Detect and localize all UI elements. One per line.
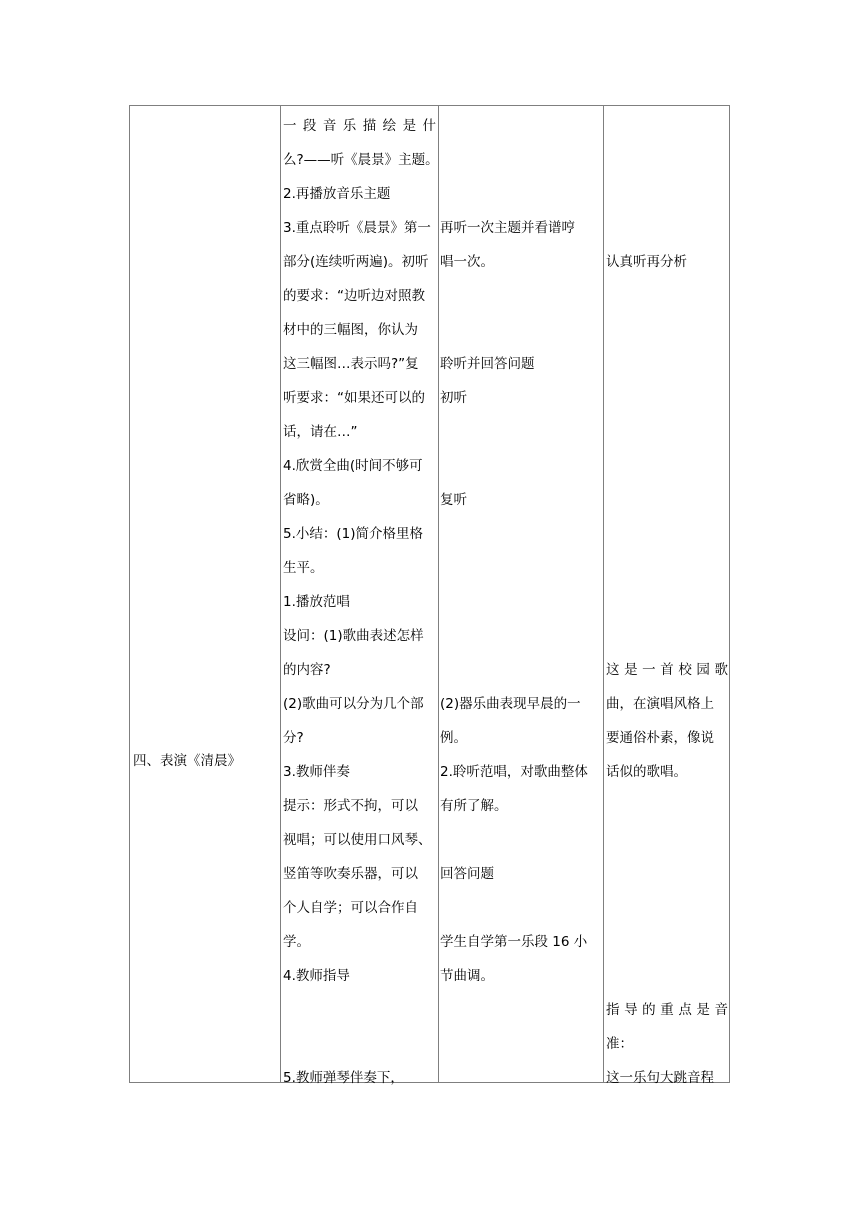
note-line bbox=[606, 313, 728, 347]
note-line: 这 是 一 首 校 园 歌 bbox=[606, 662, 728, 678]
teacher-line: 3.重点聆听《晨景》第一 bbox=[283, 220, 431, 236]
note-line bbox=[606, 959, 728, 993]
teacher-line: 么?——听《晨景》主题。 bbox=[283, 152, 439, 168]
teacher-line: 话，请在…” bbox=[283, 424, 358, 440]
teacher-line: 视唱；可以使用口风琴、 bbox=[283, 832, 432, 848]
student-line: 有所了解。 bbox=[440, 798, 508, 814]
teacher-line bbox=[283, 993, 436, 1027]
teacher-line: 竖笛等吹奏乐器，可以 bbox=[283, 866, 418, 882]
note-line: 话似的歌唱。 bbox=[606, 764, 687, 780]
student-line bbox=[440, 619, 602, 653]
teacher-line: 的内容? bbox=[283, 662, 331, 678]
student-line: 2.聆听范唱，对歌曲整体 bbox=[440, 764, 588, 780]
student-line bbox=[440, 143, 602, 177]
teacher-line: 生平。 bbox=[283, 560, 324, 576]
teacher-line: 4.欣赏全曲(时间不够可 bbox=[283, 458, 423, 474]
note-line bbox=[606, 279, 728, 313]
note-line: 准： bbox=[606, 1036, 633, 1052]
student-line bbox=[440, 449, 602, 483]
student-line: 节曲调。 bbox=[440, 968, 494, 984]
note-line bbox=[606, 517, 728, 551]
student-line bbox=[440, 823, 602, 857]
note-line bbox=[606, 177, 728, 211]
student-line: 聆听并回答问题 bbox=[440, 356, 535, 372]
section-label-cell bbox=[133, 744, 241, 778]
teacher-line: 材中的三幅图，你认为 bbox=[283, 322, 418, 338]
note-line bbox=[606, 449, 728, 483]
student-line: 学生自学第一乐段 16 小 bbox=[440, 934, 588, 950]
teacher-line: 1.播放范唱 bbox=[283, 594, 350, 610]
student-line: 再听一次主题并看谱哼 bbox=[440, 220, 575, 236]
student-line bbox=[440, 517, 602, 551]
note-line bbox=[606, 211, 728, 245]
student-line bbox=[440, 177, 602, 211]
student-line bbox=[440, 551, 602, 585]
note-line bbox=[606, 823, 728, 857]
student-line: (2)器乐曲表现早晨的一 bbox=[440, 696, 581, 712]
student-line: 复听 bbox=[440, 492, 467, 508]
student-line bbox=[440, 585, 602, 619]
column-divider bbox=[280, 105, 281, 1083]
teacher-line: 提示：形式不拘，可以 bbox=[283, 798, 418, 814]
student-line: 初听 bbox=[440, 390, 467, 406]
teacher-line: (2)歌曲可以分为几个部 bbox=[283, 696, 424, 712]
student-activity-cell bbox=[440, 109, 602, 993]
student-line: 唱一次。 bbox=[440, 254, 494, 270]
note-line bbox=[606, 347, 728, 381]
teacher-line: 部分(连续听两遍)。初听 bbox=[283, 254, 429, 270]
teacher-line: 听要求：“如果还可以的 bbox=[283, 390, 425, 406]
teacher-line: 分? bbox=[283, 730, 304, 746]
teacher-line bbox=[283, 1027, 436, 1061]
section-label: 四、表演《清晨》 bbox=[133, 753, 241, 769]
teacher-line: 5.教师弹琴伴奏下， bbox=[283, 1070, 404, 1086]
note-line bbox=[606, 891, 728, 925]
note-line bbox=[606, 381, 728, 415]
teacher-line: 5.小结：(1)简介格里格 bbox=[283, 526, 424, 542]
teacher-activity-cell bbox=[283, 109, 439, 1095]
note-line: 这一乐句大跳音程 bbox=[606, 1070, 714, 1086]
teacher-line: 省略)。 bbox=[283, 492, 329, 508]
note-line bbox=[606, 857, 728, 891]
teacher-line: 一 段 音 乐 描 绘 是 什 bbox=[283, 118, 436, 134]
teacher-line: 这三幅图…表示吗?”复 bbox=[283, 356, 419, 372]
teacher-line: 4.教师指导 bbox=[283, 968, 350, 984]
note-line: 曲，在演唱风格上 bbox=[606, 696, 714, 712]
teacher-line: 个人自学；可以合作自 bbox=[283, 900, 418, 916]
note-line: 要通俗朴素，像说 bbox=[606, 730, 714, 746]
teacher-line: 2.再播放音乐主题 bbox=[283, 186, 391, 202]
note-line: 认真听再分析 bbox=[606, 254, 687, 270]
note-line bbox=[606, 585, 728, 619]
student-line bbox=[440, 653, 602, 687]
design-notes-cell bbox=[606, 109, 728, 1095]
student-line: 回答问题 bbox=[440, 866, 494, 882]
note-line bbox=[606, 415, 728, 449]
student-line bbox=[440, 313, 602, 347]
note-line bbox=[606, 551, 728, 585]
teacher-line: 学。 bbox=[283, 934, 310, 950]
student-line bbox=[440, 415, 602, 449]
column-divider bbox=[603, 105, 604, 1083]
note-line bbox=[606, 925, 728, 959]
note-line bbox=[606, 109, 728, 143]
student-line: 例。 bbox=[440, 730, 467, 746]
note-line bbox=[606, 483, 728, 517]
note-line bbox=[606, 619, 728, 653]
note-line bbox=[606, 143, 728, 177]
teacher-line: 的要求：“边听边对照教 bbox=[283, 288, 425, 304]
note-line bbox=[606, 789, 728, 823]
note-line: 指 导 的 重 点 是 音 bbox=[606, 1002, 728, 1018]
column-divider bbox=[438, 105, 439, 1083]
student-line bbox=[440, 109, 602, 143]
teacher-line: 3.教师伴奏 bbox=[283, 764, 350, 780]
teacher-line: 设问：(1)歌曲表述怎样 bbox=[283, 628, 424, 644]
student-line bbox=[440, 891, 602, 925]
student-line bbox=[440, 279, 602, 313]
